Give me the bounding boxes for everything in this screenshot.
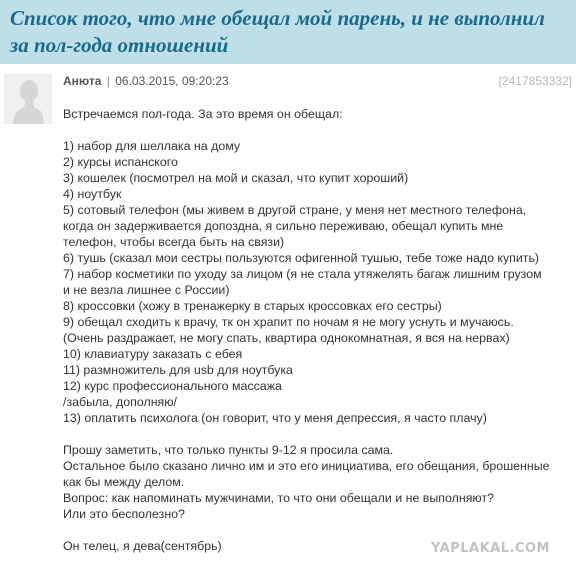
post-text-line: (Очень раздражает, не могу спать, квартира однокомнатная, я вся на нервах) — [63, 331, 510, 345]
site-watermark: YAPLAKAL.COM — [431, 541, 550, 556]
post-text-line: 8) кроссовки (хожу в тренажерку в старых кроссовках его сестры) — [63, 299, 442, 313]
post-text-line: 1) набор для шеллака на дому — [63, 139, 241, 153]
blank-line — [63, 122, 573, 138]
post-text-line: Вопрос: как напоминать мужчинами, то что они обещали и не выполняют? — [63, 491, 494, 505]
post-text-line: 4) ноутбук — [63, 187, 122, 201]
post-text-line: Или это бесполезно? — [63, 507, 185, 521]
post-text-line: 11) размножитель для usb для ноутбука — [63, 363, 293, 377]
post-body — [63, 106, 573, 554]
avatar[interactable] — [4, 74, 52, 124]
post-text-line: и не везла лишнее с России) — [63, 283, 230, 297]
post-date: 06.03.2015, 09:20:23 — [115, 74, 229, 88]
post-text-line: когда он задерживается допоздна, я сильно переживаю, обещал купить мне — [63, 219, 504, 233]
post-text-line: 5) сотовый телефон (мы живем в другой стране, у меня нет местного телефона, — [63, 203, 527, 217]
post-title: Список того, что мне обещал мой парень, и не выполнил за пол-года отношений — [10, 6, 545, 57]
blank-line — [63, 522, 573, 538]
post-text-line: Прошу заметить, что только пункты 9-12 я просила сама. — [63, 443, 394, 457]
post-text-line: 12) курс профессионального массажа — [63, 379, 282, 393]
post-text-line: как бы между делом. — [63, 475, 185, 489]
post-text-line: 10) клавиатуру заказать с ебея — [63, 347, 243, 361]
post-text-line: 6) тушь (сказал мои сестры пользуются офигенной тушью, тебе тоже надо купить) — [63, 251, 540, 265]
post-text-line: 2) курсы испанского — [63, 155, 178, 169]
post-text-line: 3) кошелек (посмотрел на мой и сказал, что купит хороший) — [63, 171, 409, 185]
post-text-line: 9) обещал сходить к врачу, тк он храпит по ночам я не могу уснуть и мучаюсь. — [63, 315, 514, 329]
post-text-line: телефон, чтобы всегда быть на связи) — [63, 235, 285, 249]
default-user-avatar-icon — [4, 74, 52, 124]
post-text-line: 13) оплатить психолога (он говорит, что у меня депрессия, я часто плачу) — [63, 411, 487, 425]
post-id[interactable]: [2417853332] — [498, 74, 572, 88]
blank-line — [63, 426, 573, 442]
meta-separator: | — [106, 74, 110, 88]
post-title-bar — [0, 0, 576, 64]
post-meta — [63, 73, 572, 89]
post-text-line: /забыла, дополняю/ — [63, 395, 177, 409]
author-name[interactable]: Анюта — [63, 74, 102, 88]
post-text-line: Остальное было сказано лично им и это его инициатива, его обещания, брошенные — [63, 459, 550, 473]
post-text-line: Он телец, я дева(сентябрь) — [63, 539, 222, 553]
post-text-line: Встречаемся пол-года. За это время он обещал: — [63, 107, 343, 121]
post-text-line: 7) набор косметики по уходу за лицом (я не стала утяжелять багаж лишним грузом — [63, 267, 542, 281]
